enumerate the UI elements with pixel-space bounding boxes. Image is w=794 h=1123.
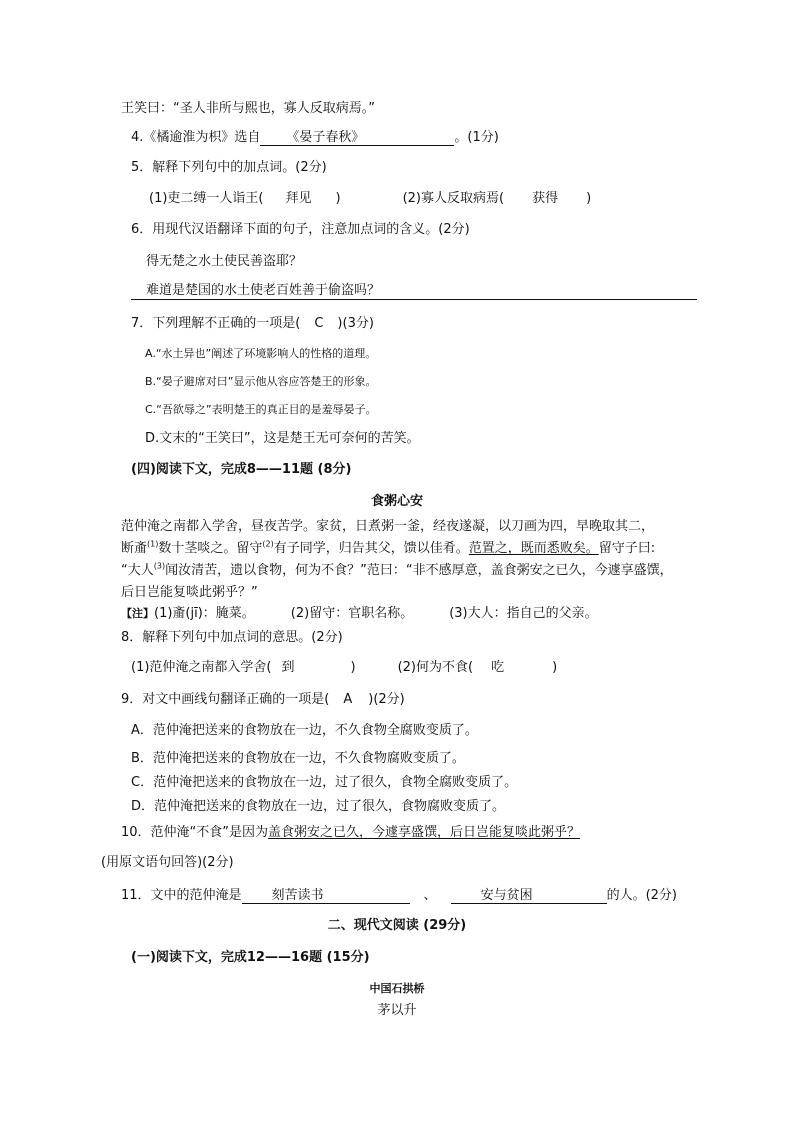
q11-answer1: 刻苦读书 <box>271 888 324 903</box>
q11-answer1-blank[interactable] <box>242 888 410 904</box>
article-author: 茅以升 <box>377 1003 417 1018</box>
q10-prefix: 10．范仲淹“不食”是因为 <box>121 825 269 840</box>
q5-answer1[interactable]: 拜见 <box>285 191 312 206</box>
q6-answer: 难道是楚国的水土使老百姓善于偷盗吗？ <box>146 283 381 298</box>
question-7-stem <box>131 316 374 332</box>
question-8-items <box>131 660 557 676</box>
q7-answer[interactable]: C <box>314 316 324 331</box>
note-2: (2)留守：官职名称。 <box>290 606 414 621</box>
passage-line-2 <box>121 541 655 557</box>
q8-item1: (1)范仲淹之南都入学舍( <box>131 660 272 675</box>
q9-option-b[interactable]: B．范仲淹把送来的食物放在一边，不久食物腐败变质了。 <box>131 751 465 766</box>
q9-option-a[interactable]: A．范仲淹把送来的食物放在一边，不久食物全腐败变质了。 <box>131 723 478 738</box>
part-2-sub-header: (一)阅读下文，完成12——16题 (15分) <box>131 950 370 965</box>
q8-close2: ) <box>552 660 558 675</box>
q6-sentence: 得无楚之水土使民善盗耶？ <box>146 254 303 269</box>
q9-stem: 9．对文中画线句翻译正确的一项是( <box>121 692 330 707</box>
q9-answer[interactable]: A <box>343 692 353 707</box>
passage-text: “大人 <box>121 563 154 578</box>
q7-option-d[interactable]: D.文末的“王笑曰”，这是楚王无可奈何的苦笑。 <box>145 431 420 446</box>
q11-answer2: 安与贫困 <box>480 888 533 903</box>
q5-close1: ) <box>335 191 341 206</box>
q11-sep: 、 <box>423 888 437 903</box>
passage-title: 食粥心安 <box>370 494 423 509</box>
question-10 <box>121 825 580 841</box>
q11-suffix: 的人。(2分) <box>606 888 677 903</box>
footnote-ref-1: (1) <box>147 539 159 549</box>
q10-answer[interactable]: 盖食粥安之已久，今遽享盛馔，后日岂能复啖此粥乎？ <box>268 825 581 840</box>
footnote-ref-3: (3) <box>153 561 166 571</box>
underlined-sentence: 范置之，既而悉败矣。 <box>468 541 599 556</box>
footnote-ref-2: (2) <box>262 539 274 549</box>
q5-answer2[interactable]: 获得 <box>532 191 559 206</box>
question-11 <box>121 888 677 904</box>
q11-answer2-blank[interactable] <box>451 888 607 904</box>
q5-close2: ) <box>586 191 592 206</box>
question-5-items <box>149 191 591 207</box>
passage-text: 闻汝清苦，遗以食物，何为不食？”范曰：“非不感厚意，盖食粥安之已久，今遽享盛馔， <box>165 563 673 578</box>
question-4 <box>131 130 499 146</box>
question-8-stem: 8．解释下列句中加点词的意思。(2分) <box>121 630 343 645</box>
question-6-stem: 6．用现代汉语翻译下面的句子，注意加点词的含义。(2分) <box>131 222 470 237</box>
passage-text: 断齑 <box>121 541 148 556</box>
section-4-header: (四)阅读下文，完成8——11题 (8分) <box>131 462 352 477</box>
q4-prefix: 4.《橘逾淮为枳》选自 <box>131 130 261 145</box>
q4-answer: 《晏子春秋》 <box>286 130 365 145</box>
q5-item1: (1)吏二缚一人诣王( <box>149 191 264 206</box>
note-1: (1)齑(jī)：腌菜。 <box>154 606 255 621</box>
q7-option-b[interactable]: B.“晏子避席对曰”显示他从容应答楚王的形象。 <box>145 375 377 388</box>
q7-stem-end: )(3分) <box>337 316 374 331</box>
passage-text: 数十茎啖之。留守 <box>158 541 263 556</box>
q8-answer1[interactable]: 到 <box>281 660 295 675</box>
passage-text: 有子同学，归告其父，馈以佳肴。 <box>273 541 469 556</box>
passage-text: 留守子曰: <box>598 541 656 556</box>
q11-prefix: 11．文中的范仲淹是 <box>121 888 242 903</box>
q8-item2: (2)何为不食( <box>397 660 474 675</box>
article-title: 中国石拱桥 <box>369 982 425 995</box>
part-2-header: 二、现代文阅读 (29分) <box>327 918 467 933</box>
q4-answer-blank[interactable] <box>260 130 454 146</box>
footnotes <box>121 606 598 622</box>
passage-line-3 <box>121 563 673 579</box>
notes-label: 【注】 <box>121 607 154 620</box>
passage-line-4: 后日岂能复啖此粥乎？” <box>121 585 258 600</box>
q5-item2: (2)寡人反取病焉( <box>402 191 505 206</box>
q8-answer2[interactable]: 吃 <box>491 660 505 675</box>
note-3: (3)大人：指自己的父亲。 <box>449 606 598 621</box>
q9-option-c[interactable]: C．范仲淹把送来的食物放在一边，过了很久，食物全腐败变质了。 <box>131 775 518 790</box>
quote-line: 王笑曰：“圣人非所与熙也，寡人反取病焉。” <box>121 101 375 116</box>
q9-stem-end: )(2分) <box>368 692 405 707</box>
question-5-stem: 5．解释下列句中的加点词。(2分) <box>131 160 327 175</box>
q9-option-d[interactable]: D．范仲淹把送来的食物放在一边，过了很久，食物腐败变质了。 <box>131 799 506 814</box>
q7-stem: 7．下列理解不正确的一项是( <box>131 316 301 331</box>
q6-answer-line[interactable] <box>131 283 697 300</box>
q8-close1: ) <box>350 660 356 675</box>
q7-option-c[interactable]: C.“吾欲辱之”表明楚王的真正目的是羞辱晏子。 <box>145 403 377 416</box>
q7-option-a[interactable]: A.“水土异也”阐述了环境影响人的性格的道理。 <box>145 347 377 360</box>
question-9-stem <box>121 692 405 708</box>
q4-suffix: 。(1分) <box>454 130 499 145</box>
passage-line-1: 范仲淹之南都入学舍，昼夜苦学。家贫，日煮粥一釜，经夜遂凝，以刀画为四，早晚取其二， <box>121 519 655 534</box>
q10-line-2: (用原文语句回答)(2分) <box>101 855 234 870</box>
